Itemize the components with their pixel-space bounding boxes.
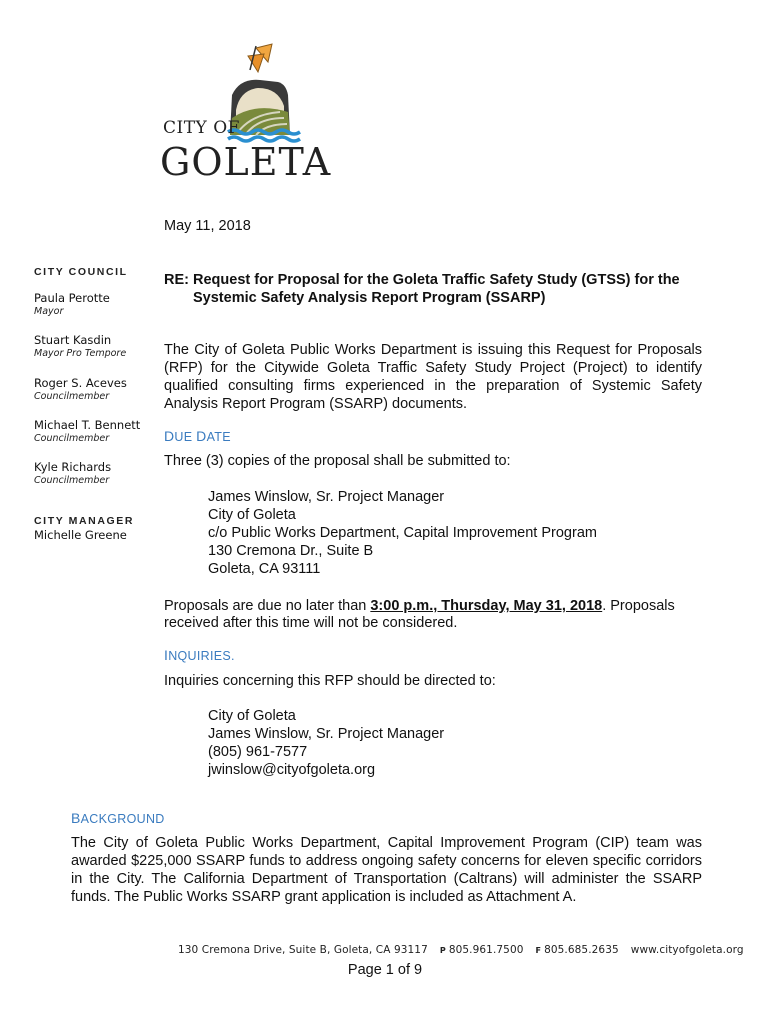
inquiries-instruction: Inquiries concerning this RFP should be directed to:	[164, 673, 496, 689]
page-number: Page 1 of 9	[347, 962, 423, 978]
re-subject-line1: RE: Request for Proposal for the Goleta Traffic Safety Study (GTSS) for the	[164, 272, 680, 288]
footer-contact	[178, 944, 744, 956]
council-member-role: Councilmember	[34, 433, 110, 444]
address-line: c/o Public Works Department, Capital Improvement Program	[208, 525, 597, 541]
letter-date: May 11, 2018	[164, 218, 251, 234]
council-member-name: Roger S. Aceves	[34, 376, 127, 390]
deadline-line2: received after this time will not be considered.	[164, 615, 458, 631]
address-line: Goleta, CA 93111	[208, 561, 321, 577]
contact-line: (805) 961-7577	[208, 744, 308, 760]
due-date-instruction: Three (3) copies of the proposal shall be submitted to:	[164, 453, 511, 469]
deadline-post: . Proposals	[602, 598, 675, 614]
footer-website: www.cityofgoleta.org	[630, 944, 744, 956]
footer-phone-label: P	[439, 946, 446, 955]
heading-initial: I	[164, 647, 169, 663]
deadline-line1	[164, 597, 675, 615]
city-manager-heading: CITY MANAGER	[34, 515, 135, 527]
contact-line: James Winslow, Sr. Project Manager	[208, 726, 445, 742]
council-member-role: Mayor	[34, 306, 64, 317]
council-member-role: Councilmember	[34, 475, 110, 486]
heading-initial: D	[196, 428, 207, 444]
intro-paragraph: The City of Goleta Public Works Department is issuing this Request for Proposals (RFP) for the Citywide Goleta Traffic Safety Study Project (Project) to identify qualified consulting firms experienced in the preparation of Systemic Safety Analysis Report Program (SSARP) documents.	[164, 342, 702, 412]
footer-address: 130 Cremona Drive, Suite B, Goleta, CA 93117	[178, 944, 428, 956]
contact-email: jwinslow@cityofgoleta.org	[208, 762, 376, 778]
address-line: City of Goleta	[208, 507, 296, 523]
heading-rest: NQUIRIES.	[168, 649, 235, 663]
heading-rest: ACKGROUND	[80, 812, 165, 826]
due-date-heading	[164, 428, 231, 444]
council-member-name: Michael T. Bennett	[34, 418, 141, 432]
contact-line: City of Goleta	[208, 708, 296, 724]
inquiries-heading	[164, 647, 235, 663]
footer-phone: 805.961.7500	[448, 944, 524, 956]
heading-initial: D	[164, 428, 175, 444]
council-member-role: Councilmember	[34, 391, 110, 402]
deadline-pre: Proposals are due no later than	[164, 598, 371, 614]
council-member-name: Kyle Richards	[34, 460, 112, 474]
city-council-heading: CITY COUNCIL	[34, 266, 128, 278]
footer-fax: 805.685.2635	[544, 944, 619, 956]
logo-city-of-text: CITY OF	[163, 118, 240, 138]
address-line: James Winslow, Sr. Project Manager	[208, 489, 445, 505]
council-member-name: Stuart Kasdin	[34, 333, 112, 347]
deadline-datetime: 3:00 p.m., Thursday, May 31, 2018	[370, 598, 603, 614]
city-manager-name: Michelle Greene	[34, 528, 127, 542]
address-line: 130 Cremona Dr., Suite B	[208, 543, 374, 559]
background-heading	[71, 810, 165, 826]
background-paragraph: The City of Goleta Public Works Department, Capital Improvement Program (CIP) team was awarded $225,000 SSARP funds to address ongoing safety concerns for eleven specific corridors in the City. The California Department of Transportation (Caltrans) will administer the SSARP funds. The Public Works SSARP grant application is included as Attachment A.	[71, 835, 702, 905]
logo-goleta-text: GOLETA	[160, 140, 332, 184]
heading-rest: ATE	[206, 430, 231, 444]
re-subject-line2: Systemic Safety Analysis Report Program (SSARP)	[193, 290, 546, 306]
footer-fax-label: F	[535, 946, 542, 955]
council-member-role: Mayor Pro Tempore	[34, 348, 127, 359]
heading-rest: UE	[174, 430, 197, 444]
council-member-name: Paula Perotte	[34, 291, 110, 305]
heading-initial: B	[71, 810, 81, 826]
